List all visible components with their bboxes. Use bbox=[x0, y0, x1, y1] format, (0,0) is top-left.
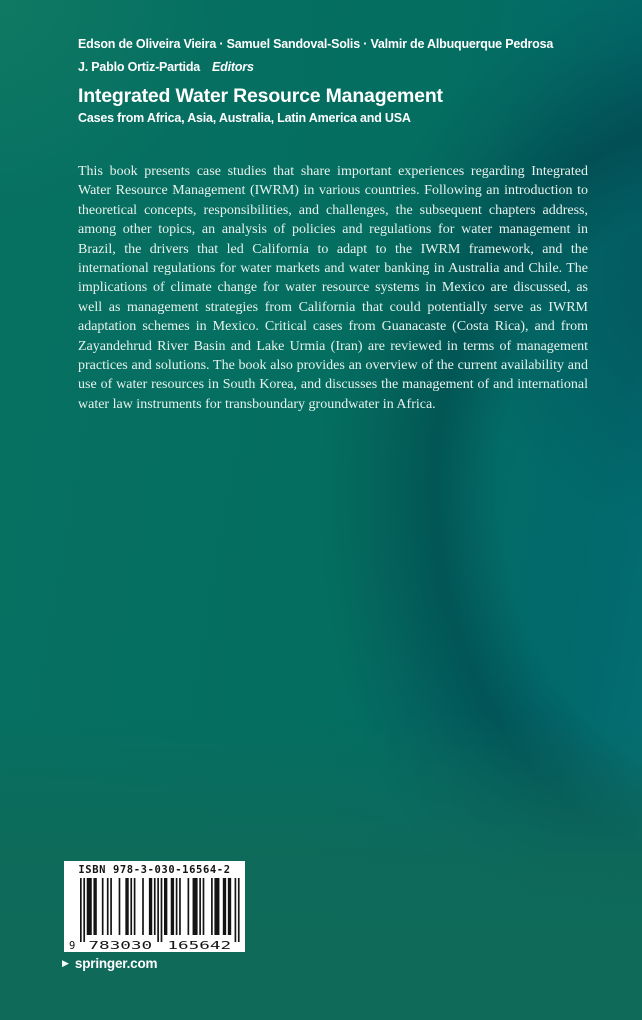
authors-line-2 bbox=[78, 60, 590, 75]
arrow-right-icon: ▶ bbox=[62, 958, 69, 968]
svg-text:783030: 783030 bbox=[88, 940, 153, 952]
svg-text:9: 9 bbox=[69, 940, 76, 952]
svg-text:165642: 165642 bbox=[167, 940, 232, 952]
book-description: This book presents case studies that share important experiences regarding Integrated Water Resource Management (IWRM) in various countries. Following an introduction to theoretical concepts, responsibilities, and challenges, the subsequent chapters address, among other topics, an analysis of policies and regulations for water management in Brazil, the drivers that led California to adapt to the IWRM framework, and the international regulations for water markets and water banking in Australia and Chile. The implications of climate change for water resource systems in Mexico are discussed, as well as management strategies from California that could potentially serve as IWRM adaptation schemes in Mexico. Critical cases from Guanacaste (Costa Rica), and from Zayandehrud River Basin and Lake Urmia (Iran) are reviewed in terms of management practices and solutions. The book also provides an overview of the current availability and use of water resources in South Korea, and discusses the management of and international water law instruments for transboundary groundwater in Africa. bbox=[78, 164, 588, 412]
authors-line-1: Edson de Oliveira Vieira · Samuel Sandoval-Solis · Valmir de Albuquerque Pedrosa bbox=[78, 37, 554, 51]
publisher-url: springer.com bbox=[74, 956, 158, 971]
publisher-footer bbox=[62, 956, 157, 971]
ean13-barcode-icon bbox=[69, 878, 240, 952]
isbn-label: ISBN 978-3-030-16564-2 bbox=[78, 864, 231, 876]
editors-label: Editors bbox=[212, 60, 254, 74]
author-name: J. Pablo Ortiz-Partida bbox=[78, 60, 201, 74]
isbn-barcode-panel bbox=[64, 861, 245, 952]
book-title: Integrated Water Resource Management bbox=[78, 85, 443, 107]
cover-text-block bbox=[78, 37, 590, 414]
book-subtitle: Cases from Africa, Asia, Australia, Latin America and USA bbox=[78, 111, 411, 125]
